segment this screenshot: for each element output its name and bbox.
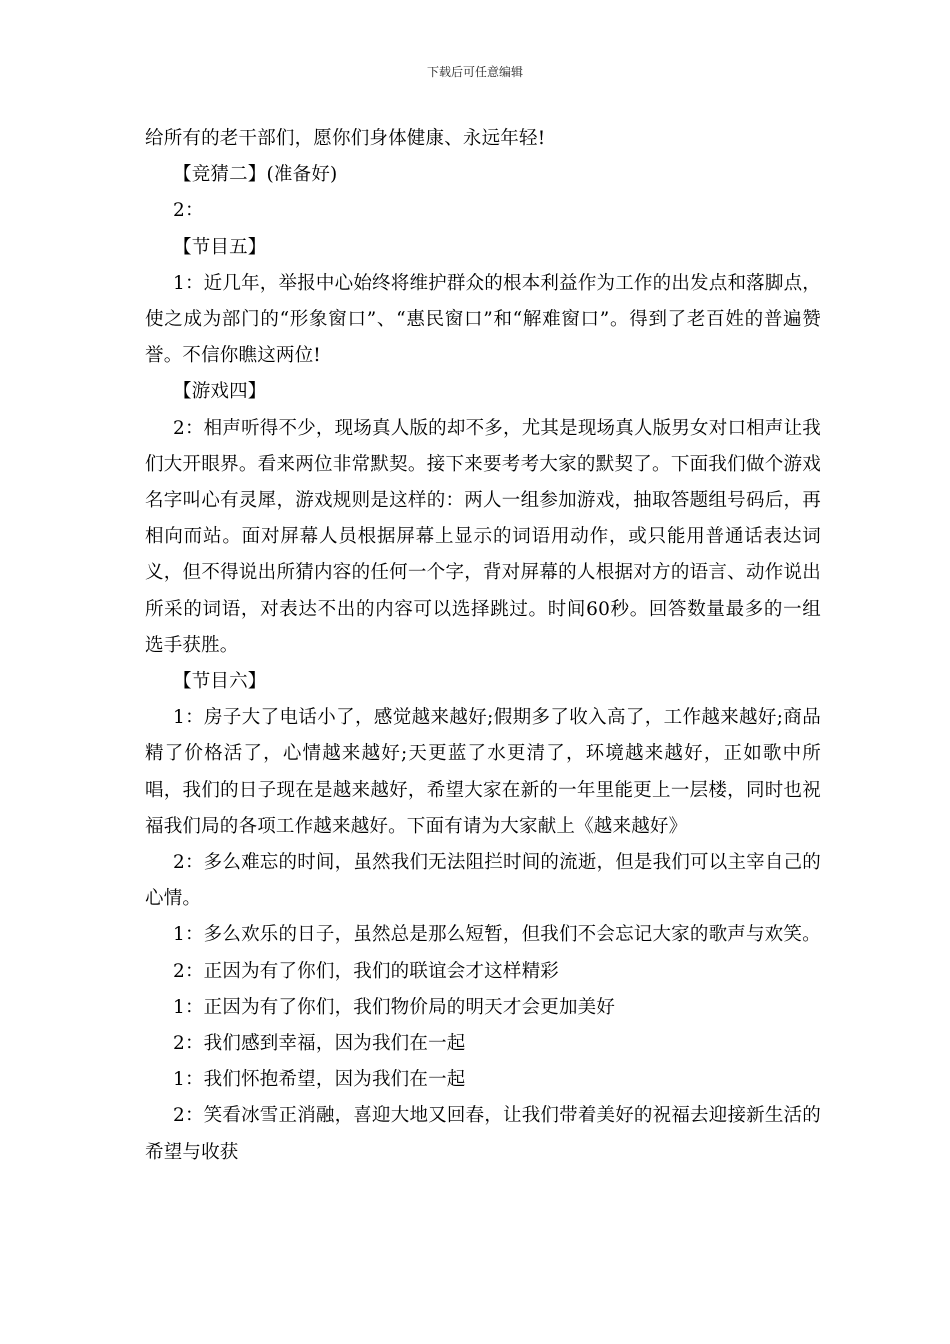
paragraph-12: 2：正因为有了你们，我们的联谊会才这样精彩	[173, 960, 559, 982]
page-header-note: 下载后可任意编辑	[426, 65, 523, 79]
paragraph-3: 2：	[173, 200, 204, 222]
paragraph-9: 1：房子大了电话小了，感觉越来越好;假期多了收入高了，工作越来越好;商品精了价格活了，心情越来越好;天更蓝了水更清了，环境越来越好，正如歌中所唱，我们的日子现在是越来越好，希望大家在新的一年里能更上一层楼，同时也祝福我们局的各项工作越来越好。下面有请为大家献上《越来越好》	[145, 707, 821, 837]
paragraph-13: 1：正因为有了你们，我们物价局的明天才会更加美好	[173, 996, 616, 1018]
paragraph-10: 2：多么难忘的时间，虽然我们无法阻拦时间的流逝，但是我们可以主宰自己的心情。	[145, 852, 821, 910]
document-body	[145, 121, 821, 1171]
paragraph-14: 2：我们感到幸福，因为我们在一起	[173, 1033, 466, 1055]
paragraph-7: 2：相声听得不少，现场真人版的却不多，尤其是现场真人版男女对口相声让我们大开眼界。看来两位非常默契。接下来要考考大家的默契了。下面我们做个游戏名字叫心有灵犀，游戏规则是这样的：两人一组参加游戏，抽取答题组号码后，再相向而站。面对屏幕人员根据屏幕上显示的词语用动作，或只能用普通话表达词义，但不得说出所猜内容的任何一个字，背对屏幕的人根据对方的语言、动作说出所采的词语，对表达不出的内容可以选择跳过。时间60秒。回答数量最多的一组选手获胜。	[145, 417, 821, 656]
paragraph-1: 给所有的老干部们，愿你们身体健康、永远年轻!	[145, 128, 546, 149]
paragraph-6: 【游戏四】	[173, 381, 267, 403]
paragraph-11: 1：多么欢乐的日子，虽然总是那么短暂，但我们不会忘记大家的歌声与欢笑。	[173, 924, 821, 946]
paragraph-5: 1：近几年，举报中心始终将维护群众的根本利益作为工作的出发点和落脚点，使之成为部门的“形象窗口”、“惠民窗口”和“解难窗口”。得到了老百姓的普遍赞誉。不信你瞧这两位!	[145, 272, 821, 367]
paragraph-15: 1：我们怀抱希望，因为我们在一起	[173, 1069, 466, 1091]
paragraph-16: 2：笑看冰雪正消融，喜迎大地又回春，让我们带着美好的祝福去迎接新生活的希望与收获	[145, 1105, 821, 1163]
paragraph-8: 【节目六】	[173, 671, 267, 693]
paragraph-4: 【节目五】	[173, 236, 267, 258]
paragraph-2: 【竞猜二】(准备好)	[173, 164, 338, 186]
